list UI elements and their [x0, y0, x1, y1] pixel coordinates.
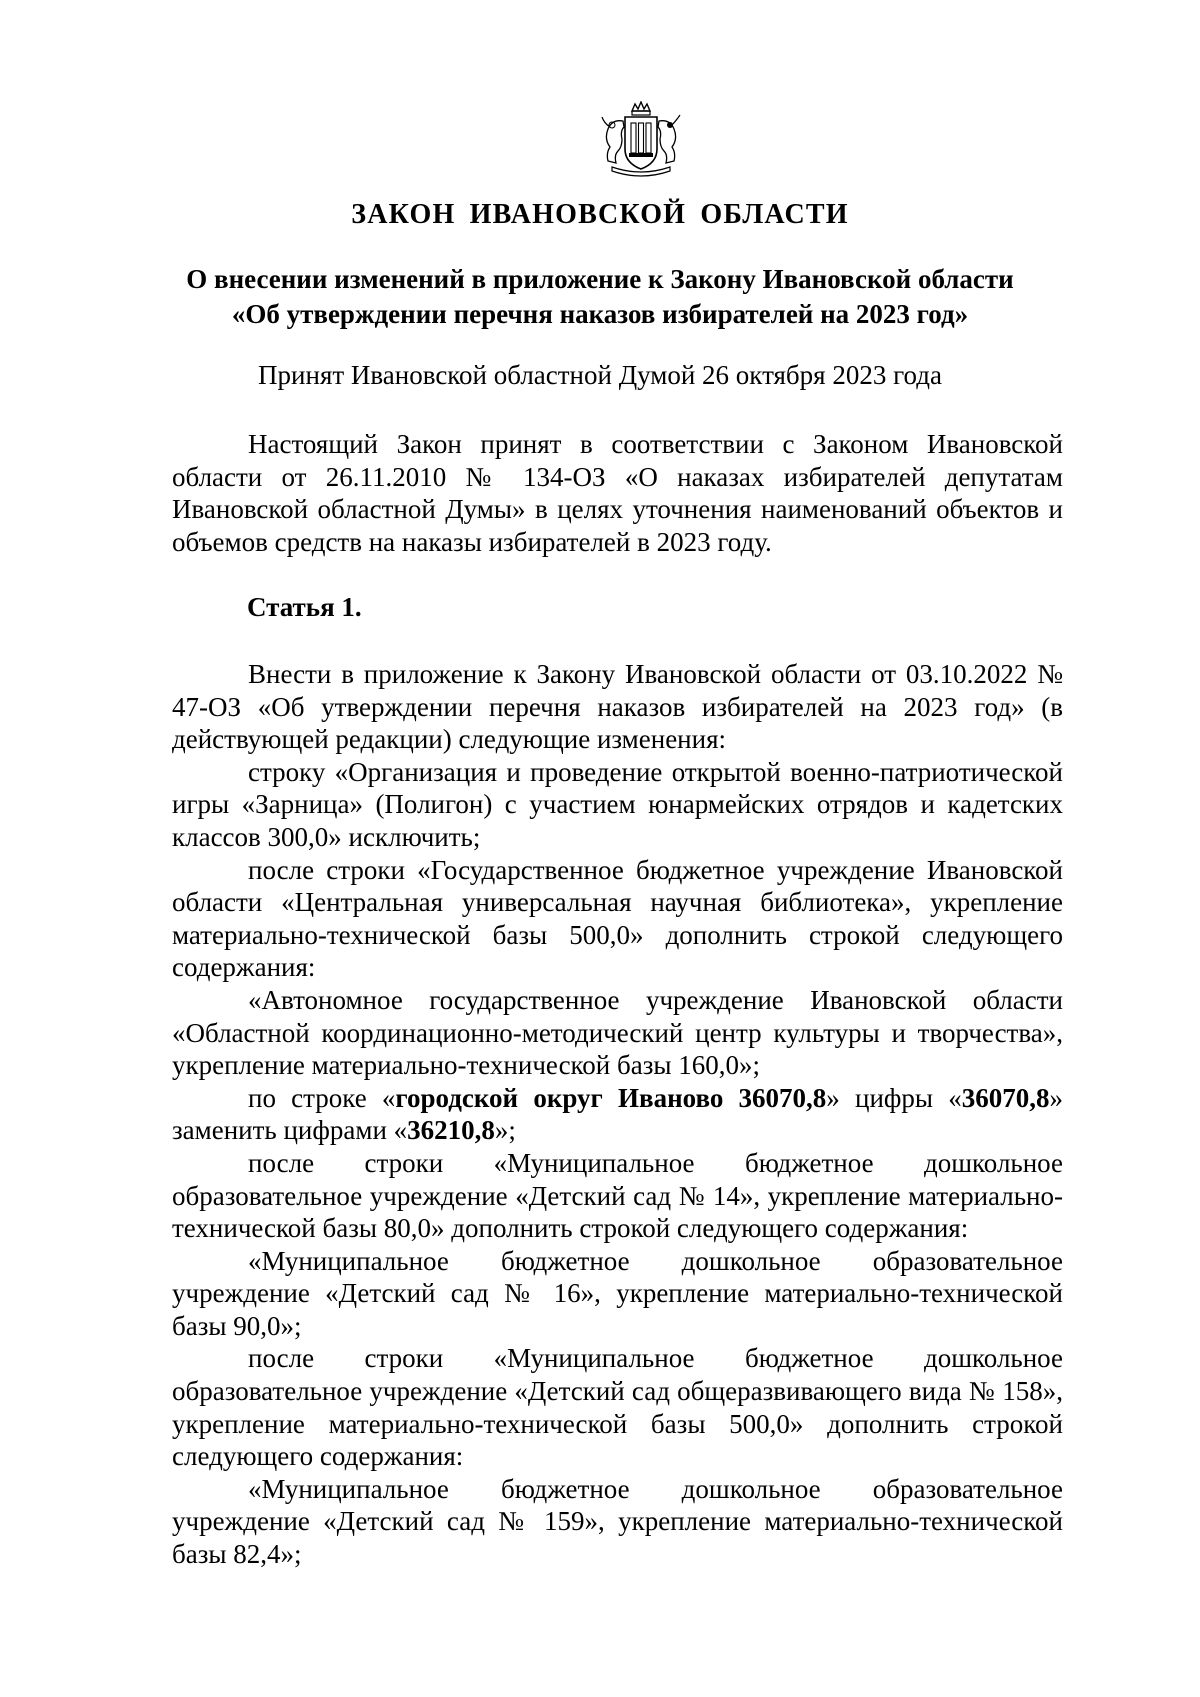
preamble-paragraph: Настоящий Закон принят в соответствии с Законом Ивановской области от 26.11.2010 № 134-ОЗ «О наказах избирателей депутатам Ивановской областной Думы» в целях уточнения наименований объектов и объемов средств на наказы избирателей в 2023 году. [172, 429, 1063, 557]
law-subtitle-line-2: «Об утверждении перечня наказов избирателей на 2023 год» [231, 299, 969, 329]
coat-of-arms-icon [598, 101, 684, 179]
coat-of-arms-emblem [598, 101, 684, 179]
amendment-4-text-3: » заменить цифрами « [172, 1082, 1063, 1146]
amendment-paragraph-1: строку «Организация и проведение открытой военно-патриотической игры «Зарница» (Полигон) с участием юнармейских отрядов и кадетских классов 300,0» исключить; [172, 756, 1063, 852]
article-heading: Статья 1. [247, 592, 362, 622]
amendment-paragraph-6: «Муниципальное бюджетное дошкольное образовательное учреждение «Детский сад № 16», укрепление материально-технической базы 90,0»; [172, 1245, 1063, 1341]
amendment-4-text-1: по строке « [248, 1082, 396, 1113]
adoption-date-line: Принят Ивановской областной Думой 26 октября 2023 года [258, 360, 942, 390]
amendment-4-bold-row: городской округ Иваново 36070,8 [395, 1082, 827, 1113]
article-intro-paragraph: Внести в приложение к Закону Ивановской области от 03.10.2022 № 47-ОЗ «Об утверждении перечня наказов избирателей на 2023 год» (в действующей редакции) следующие изменения: [172, 659, 1063, 755]
amendment-paragraph-5: после строки «Муниципальное бюджетное дошкольное образовательное учреждение «Детский сад № 14», укрепление материально-технической базы 80,0» дополнить строкой следующего содержания: [172, 1147, 1063, 1244]
preamble-block [172, 428, 1063, 558]
article-body [172, 658, 1063, 1571]
amendment-4-bold-old-value: 36070,8 [961, 1082, 1050, 1113]
amendment-4-text-2: » цифры « [826, 1082, 962, 1113]
law-subtitle [0, 262, 1200, 332]
amendment-4-bold-new-value: 36210,8 [407, 1115, 495, 1146]
law-title: ЗАКОН ИВАНОВСКОЙ ОБЛАСТИ [351, 199, 849, 230]
law-subtitle-line-1: О внесении изменений в приложение к Закону Ивановской области [186, 264, 1014, 294]
amendment-4-text-4: »; [494, 1115, 516, 1146]
amendment-paragraph-3: «Автономное государственное учреждение Ивановской области «Областной координационно-методический центр культуры и творчества», укрепление материально-технической базы 160,0»; [172, 984, 1063, 1081]
amendment-paragraph-8: «Муниципальное бюджетное дошкольное образовательное учреждение «Детский сад № 159», укрепление материально-технической базы 82,4»; [172, 1473, 1063, 1570]
amendment-paragraph-4 [172, 1082, 1063, 1147]
amendment-paragraph-2: после строки «Государственное бюджетное учреждение Ивановской области «Центральная универсальная научная библиотека», укрепление материально-технической базы 500,0» дополнить строкой следующего содержания: [172, 854, 1063, 983]
amendment-paragraph-7: после строки «Муниципальное бюджетное дошкольное образовательное учреждение «Детский сад общеразвивающего вида № 158», укрепление материально-технической базы 500,0» дополнить строкой следующего содержания: [172, 1343, 1063, 1472]
